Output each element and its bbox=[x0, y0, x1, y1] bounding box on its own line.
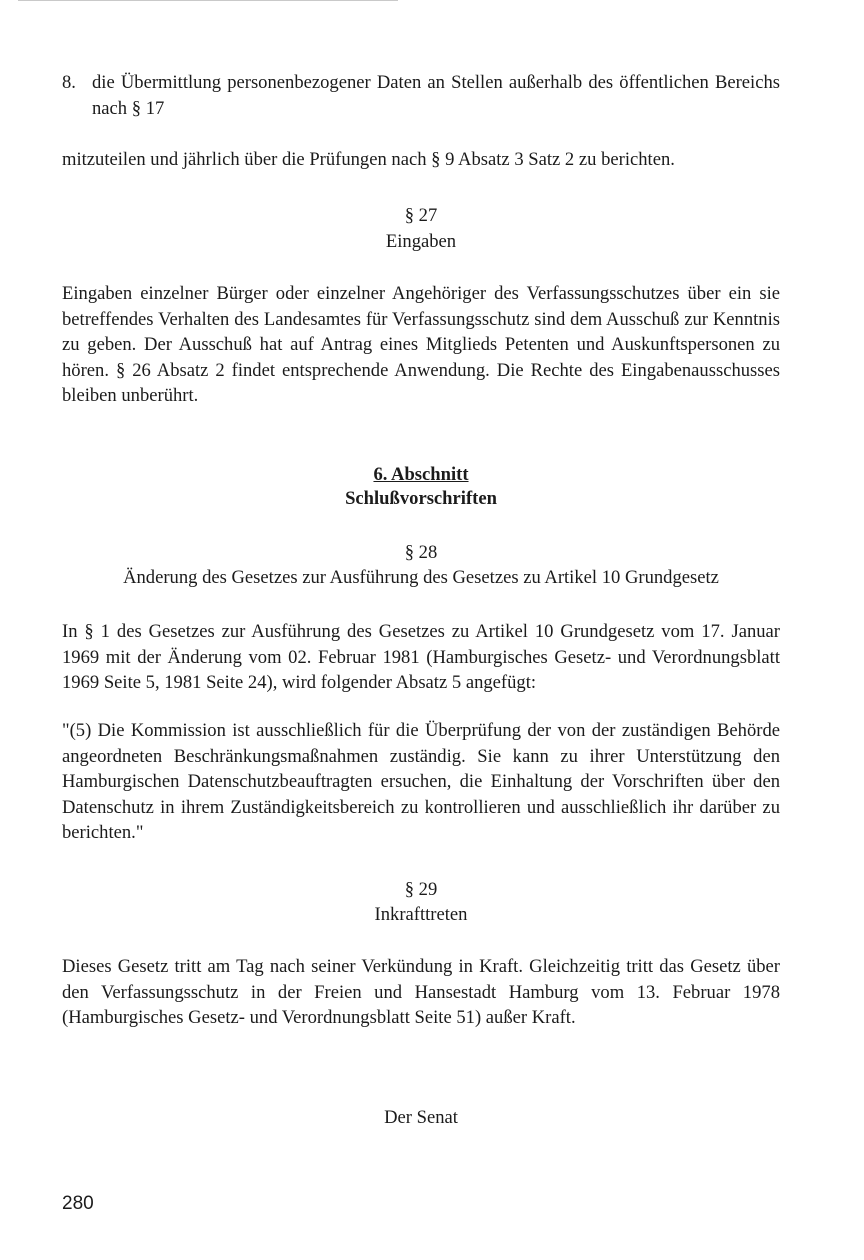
section-number-28: § 28 bbox=[404, 542, 438, 563]
signature: Der Senat bbox=[384, 1107, 458, 1128]
paragraph-28: In § 1 des Gesetzes zur Ausführung des Gesetzes zu Artikel 10 Grundgesetz vom 17. Januar 1969 mit der Änderung vom 02. Februar 1981 (Hamburgisches Gesetz- und Verordnungsblatt 1969 Seite 5, 1981 Seite 24), wird folgender Absatz 5 angefügt: bbox=[62, 621, 780, 693]
chapter-title: Schlußvorschriften bbox=[345, 488, 497, 509]
scan-edge-line bbox=[18, 0, 398, 1]
section-title-29: Inkrafttreten bbox=[374, 904, 468, 925]
section-title-28: Änderung des Gesetzes zur Ausführung des Gesetzes zu Artikel 10 Grundgesetz bbox=[123, 567, 719, 588]
paragraph-28-quote: "(5) Die Kommission ist ausschließlich für die Überprüfung der von der zuständigen Behörde angeordneten Beschränkungsmaßnahmen zuständig. Sie kann zu ihrer Unterstützung den Hamburgischen Datenschutzbeauftragten ersuchen, die Einhaltung der Vorschriften über den Datenschutz in ihrem Zuständigkeitsbereich zu kontrollieren und ausschließlich ihr darüber zu berichten." bbox=[62, 720, 780, 843]
list-item-text: die Übermittlung personenbezogener Daten an Stellen außerhalb des öffentlichen Bereichs nach § 17 bbox=[92, 72, 780, 119]
paragraph-27: Eingaben einzelner Bürger oder einzelner Angehöriger des Verfassungsschutzes über ein sie betreffendes Verhalten des Landesamtes für Verfassungsschutz sind dem Ausschuß zur Kenntnis zu geben. Der Ausschuß hat auf Antrag eines Mitglieds Petenten und Auskunftspersonen zu hören. § 26 Absatz 2 findet entsprechende Anwendung. Die Rechte des Eingabenausschusses bleiben unberührt. bbox=[62, 283, 780, 406]
section-number-27: § 27 bbox=[404, 205, 438, 226]
paragraph-intro-tail: mitzuteilen und jährlich über die Prüfungen nach § 9 Absatz 3 Satz 2 zu berichten. bbox=[62, 149, 675, 170]
section-number-29: § 29 bbox=[404, 879, 438, 900]
list-item-number: 8. bbox=[62, 72, 76, 93]
paragraph-29: Dieses Gesetz tritt am Tag nach seiner Verkündung in Kraft. Gleichzeitig tritt das Gesetz über den Verfassungsschutz in der Freien und Hansestadt Hamburg vom 13. Februar 1978 (Hamburgisches Gesetz- und Verordnungsblatt Seite 51) außer Kraft. bbox=[62, 956, 780, 1028]
page-number: 280 bbox=[62, 1193, 94, 1214]
list-item-8 bbox=[62, 70, 780, 121]
chapter-label: 6. Abschnitt bbox=[373, 464, 469, 485]
section-title-27: Eingaben bbox=[385, 231, 457, 252]
